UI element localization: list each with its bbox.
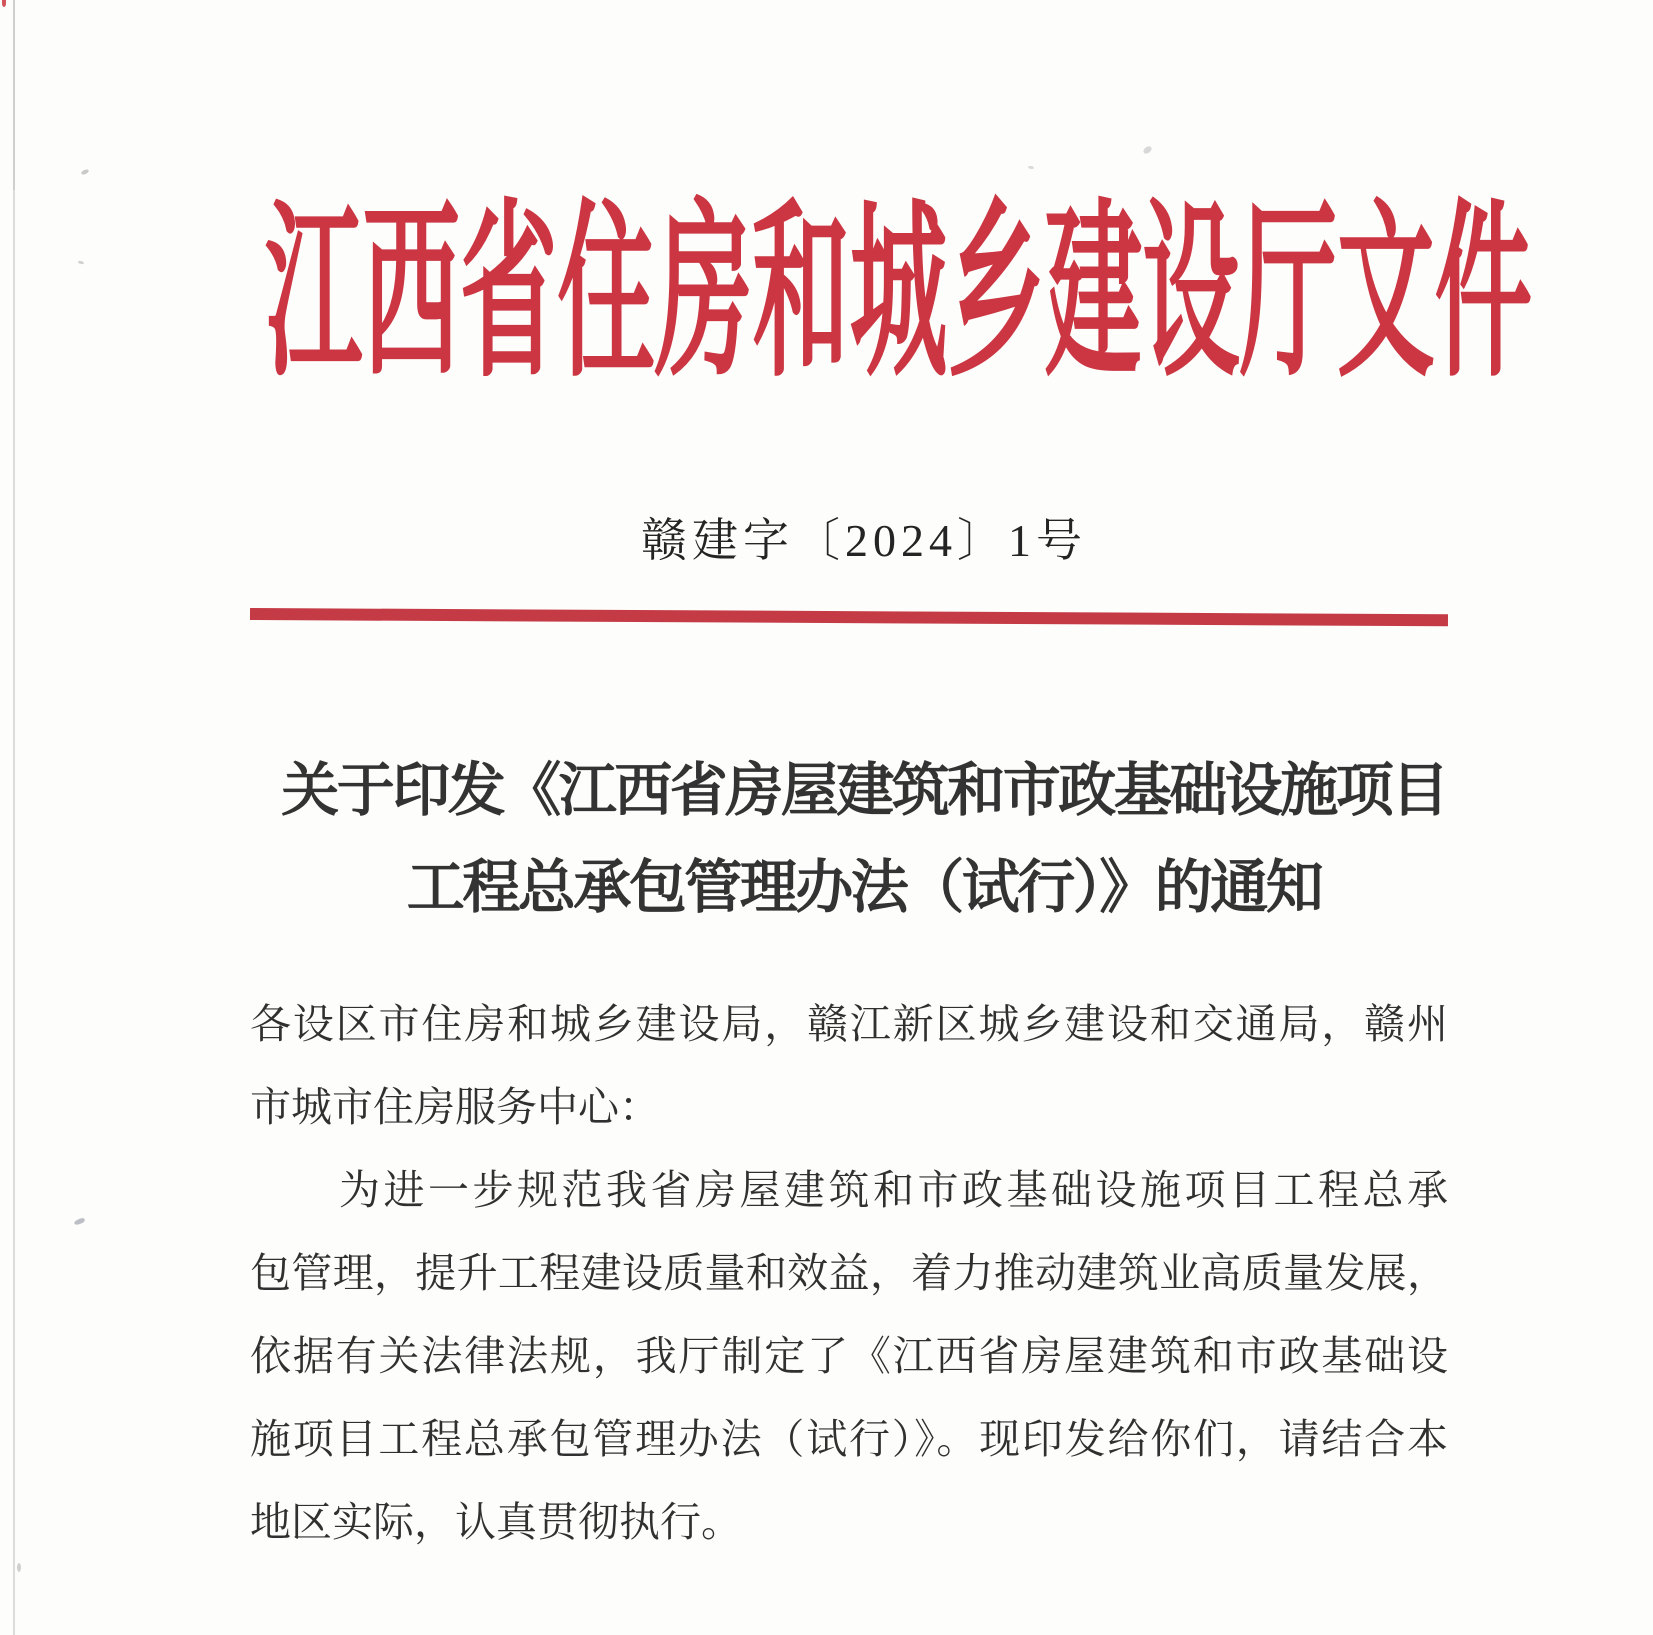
agency-header-text: 江西省住房和城乡建设厅文件 <box>265 190 1533 400</box>
text-line: 市城市住房服务中心： <box>250 1084 660 1130</box>
scan-speck <box>81 168 90 175</box>
text-line: 地区实际，认真贯彻执行。 <box>250 1499 742 1545</box>
text-line: 工程总承包管理办法（试行）》的通知 <box>406 855 1322 920</box>
notice-title <box>264 742 1464 936</box>
scan-edge-line-top <box>13 0 15 190</box>
scan-speck <box>17 1563 21 1572</box>
text-line: 各设区市住房和城乡建设局，赣江新区城乡建设和交通局，赣州 <box>250 1001 1448 1047</box>
agency-header <box>265 190 1533 400</box>
scan-speck <box>2 0 6 7</box>
text-line: 关于印发《江西省房屋建筑和市政基础设施项目 <box>281 758 1447 823</box>
red-separator-rule <box>250 608 1448 626</box>
text-line: 施项目工程总承包管理办法（试行）》。现印发给你们，请结合本 <box>250 1416 1448 1462</box>
text-line: 依据有关法律法规，我厅制定了《江西省房屋建筑和市政基础设 <box>250 1333 1448 1379</box>
text-line: 包管理，提升工程建设质量和效益，着力推动建筑业高质量发展， <box>250 1250 1448 1296</box>
scan-speck <box>78 260 85 264</box>
notice-body <box>250 983 1448 1564</box>
document-number: 赣建字〔2024〕1号 <box>641 515 1087 566</box>
scan-speck <box>1142 145 1153 155</box>
scan-edge-line <box>13 0 15 1635</box>
scan-speck <box>1028 166 1034 170</box>
scan-speck <box>73 1217 85 1225</box>
text-line: 为进一步规范我省房屋建筑和市政基础设施项目工程总承 <box>250 1167 1448 1213</box>
